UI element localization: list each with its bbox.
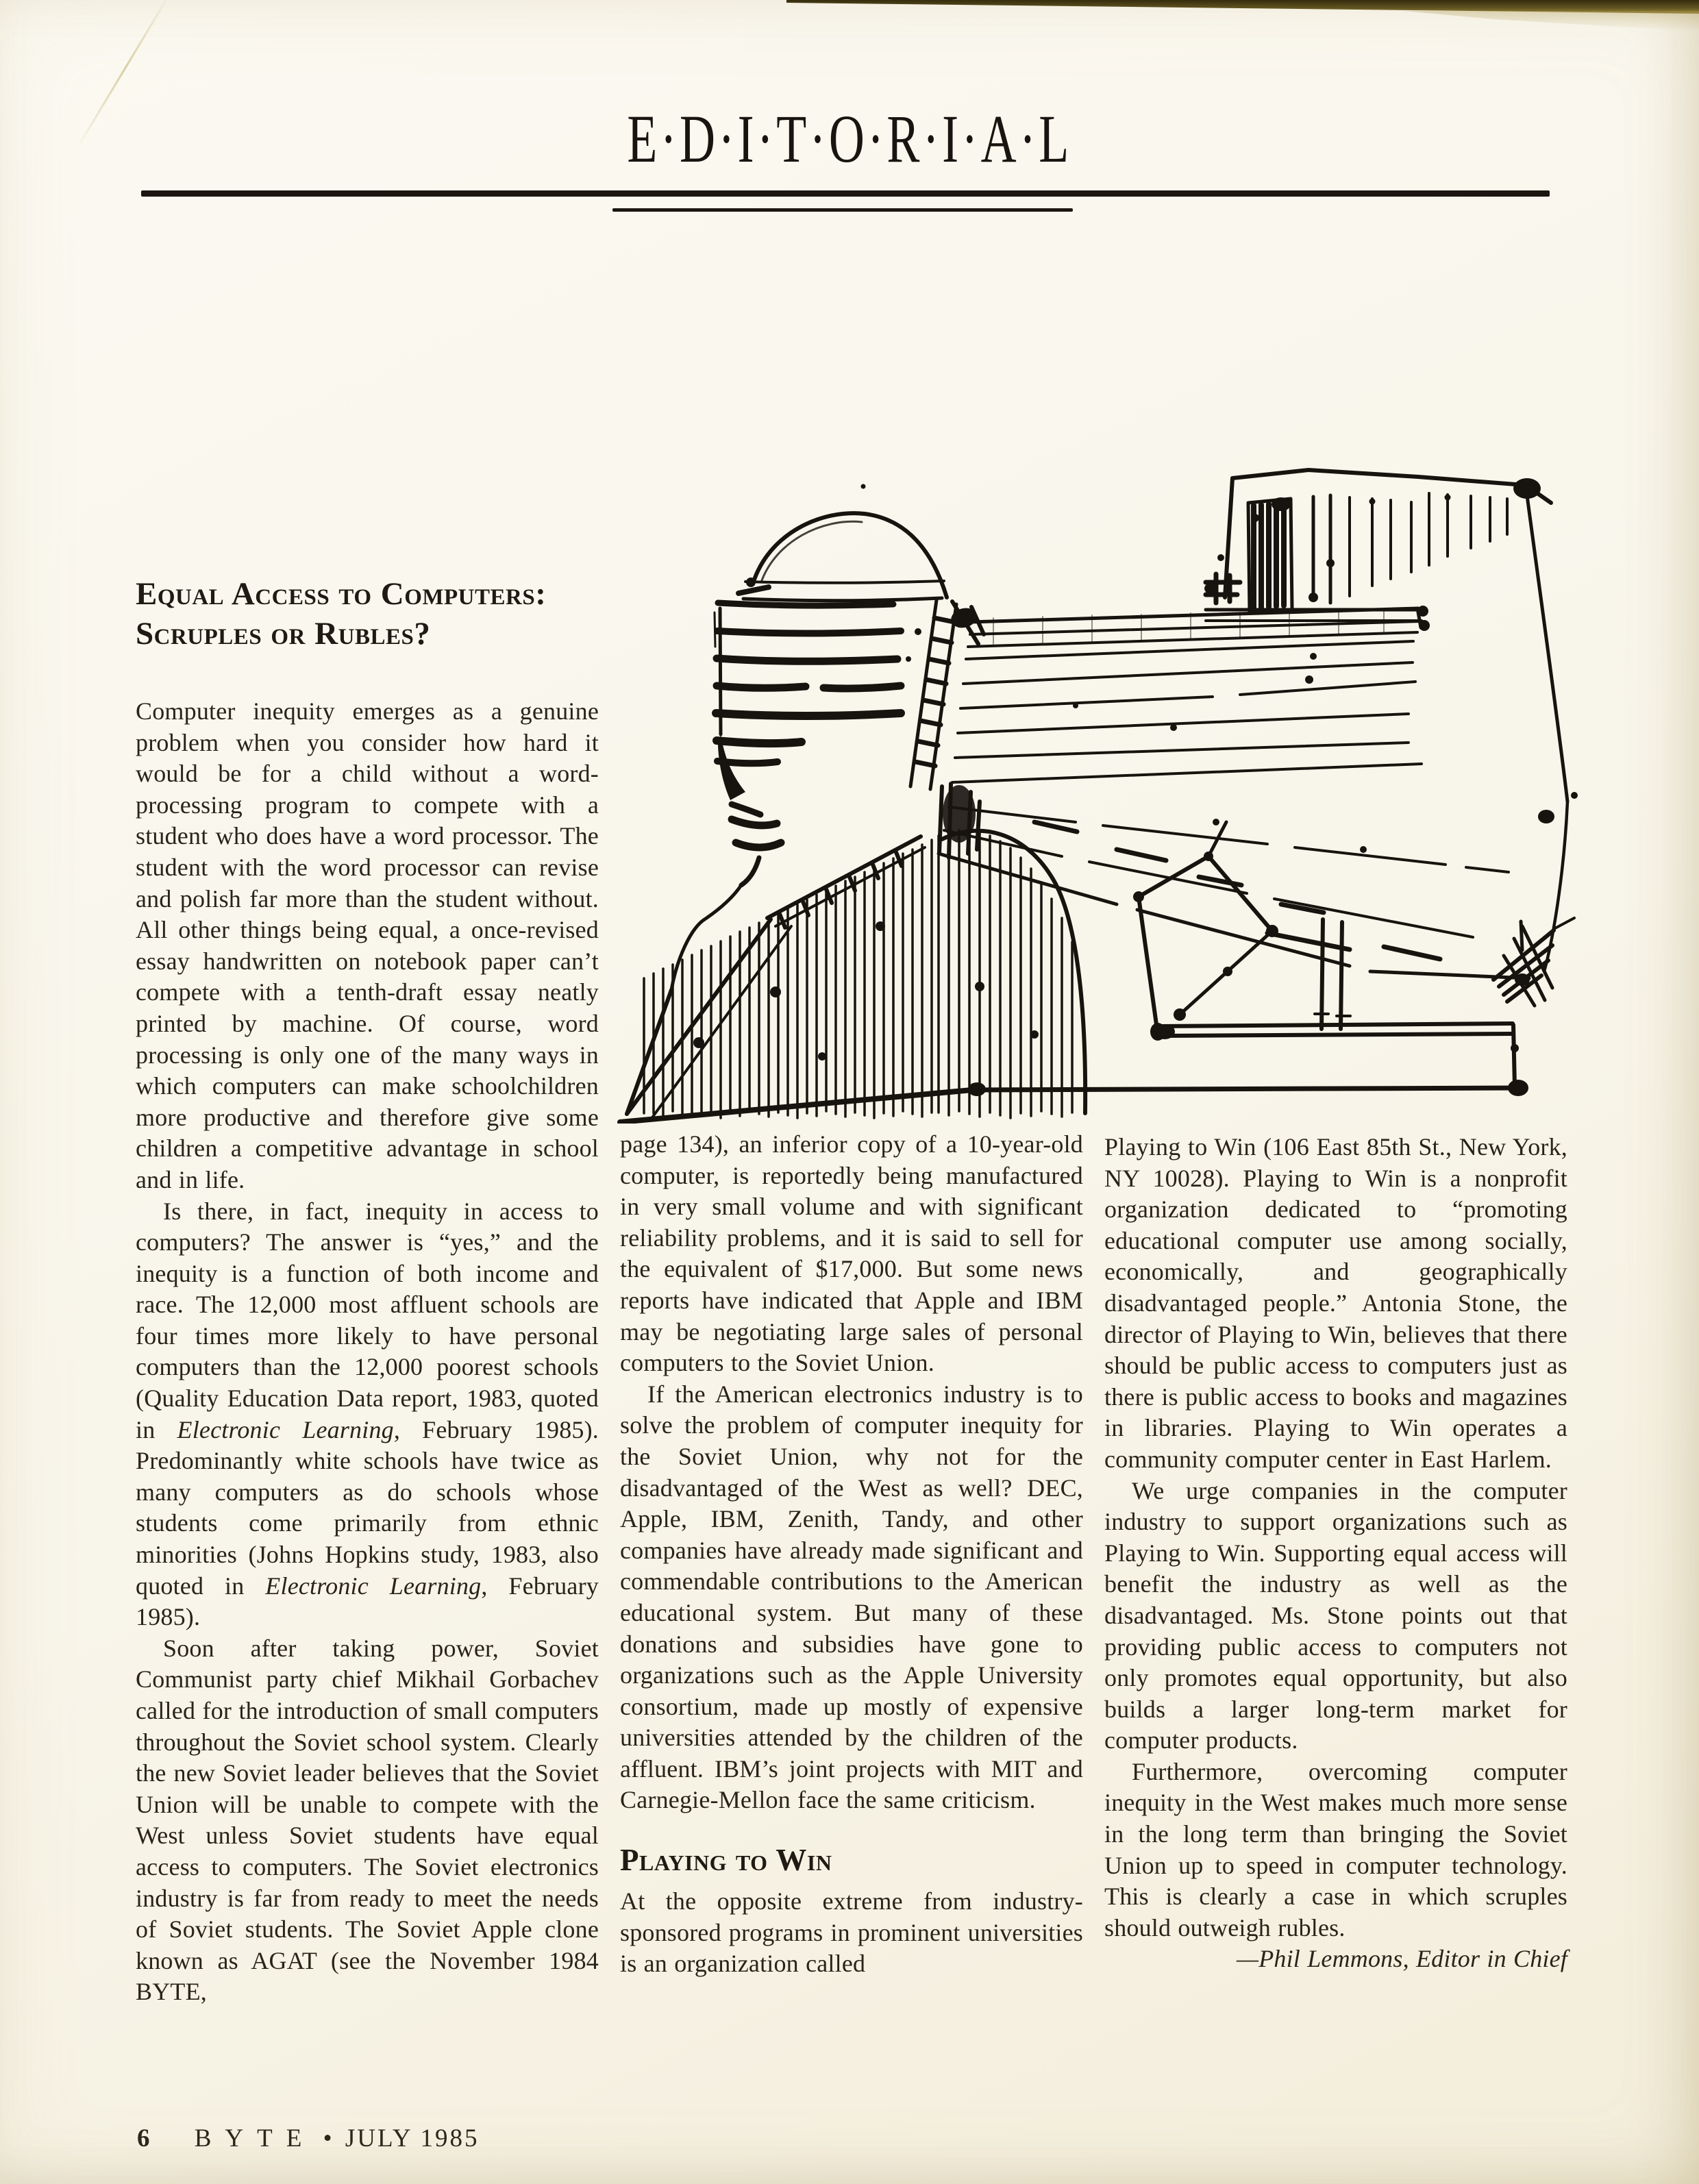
column-middle-text xyxy=(620,1129,1083,1980)
column-left xyxy=(136,574,599,2008)
page-title: E·D·I·T·O·R·I·A·L xyxy=(627,101,1072,177)
body-paragraph: Computer inequity emerges as a genuine problem when you consider how hard it would be for a child without a word-processing program to compete with a student who does have a word processor. The student with the word processor can revise and polish far more than the student without. All other things being equal, a once-revised essay handwritten on notebook paper can’t compete with a tenth-draft essay neatly printed by machine. Of course, word processing is only one of the many ways in which computers can make schoolchildren more productive and therefore give some children a competitive advantage in school and in life. xyxy=(136,697,599,1193)
page-number: 6 xyxy=(137,2124,150,2152)
body-paragraph: Is there, in fact, inequity in access to computers? The answer is “yes,” and the inequity is a function of both income and race. The 12,000 most affluent schools are four times more likely to have personal computers than the 12,000 poorest schools (Quality Education Data report, 1983, quoted in Electronic Learning, February 1985). Predominantly white schools have twice as many computers as do schools whose students come primarily from ethnic minorities (Johns Hopkins study, 1983, also quoted in Electronic Learning, February 1985). xyxy=(136,1197,599,1631)
column-left-text xyxy=(136,696,599,2008)
ink-sketch xyxy=(596,438,1596,1124)
body-paragraph: At the opposite extreme from industry-sponsored programs in prominent universities is an organization called xyxy=(620,1887,1083,1978)
body-paragraph: page 134), an inferior copy of a 10-year-old computer, is reportedly being manufactured in very small volume and with significant reliability problems, and it is said to sell for the equivalent of $17,000. But some news reports have indicated that Apple and IBM may be negotiating large sales of personal computers to the Soviet Union. xyxy=(620,1130,1083,1377)
masthead-rule-thin xyxy=(612,208,1073,212)
body-paragraph: Soon after taking power, Soviet Communist party chief Mikhail Gorbachev called for the introduction of small computers throughout the Soviet school system. Clearly the new Soviet leader believes that the Soviet Union will be unable to compete with the West unless Soviet students have equal access to computers. The Soviet electronics industry is far from ready to meet the needs of Soviet students. The Soviet Apple clone known as AGAT (see the November 1984 BYTE, xyxy=(136,1634,599,2006)
column-middle xyxy=(620,1129,1083,1980)
footer-bullet: • xyxy=(323,2124,332,2152)
body-paragraph: If the American electronics industry is to solve the problem of computer inequity for the Soviet Union, why not for the disadvantaged of the West as well? DEC, Apple, IBM, Zenith, Tandy, and other companies have already made significant and commendable contributions to the American educational system. But many of these donations and subsidies have gone to organizations such as the Apple University consortium, made up mostly of expensive universities attended by the children of the affluent. IBM’s joint projects with MIT and Carnegie-Mellon face the same criticism. xyxy=(620,1380,1083,1814)
kite-outline xyxy=(1133,822,1278,1041)
radiating-lines xyxy=(939,606,1529,978)
heading-line-1: Equal Access to Computers: xyxy=(136,576,547,612)
section-subhead: Playing to Win xyxy=(620,1843,832,1878)
scan-edge-fringe xyxy=(1404,11,1699,32)
editorial-illustration xyxy=(596,438,1596,1124)
arrow-scribble xyxy=(1493,918,1574,1006)
magazine-name: BYTE xyxy=(194,2124,316,2152)
shoulder-hatching xyxy=(620,836,980,1122)
column-right-text xyxy=(1104,1132,1567,1944)
masthead-rule-thick xyxy=(141,190,1550,197)
heading-line-2: Scruples or Rubles? xyxy=(136,616,431,652)
body-paragraph: Playing to Win (106 East 85th St., New York, NY 10028). Playing to Win is a nonprofit organization dedicated to “promoting educational computer use among socially, economically, and geographically disadvantaged people.” Antonia Stone, the director of Playing to Win, believes that there should be public access to computers just as there is public access to books and magazines in libraries. Playing to Win operates a community computer center in East Harlem. xyxy=(1104,1133,1567,1473)
column-right xyxy=(1104,1132,1567,1975)
issue-date: JULY 1985 xyxy=(345,2124,480,2152)
page-footer xyxy=(137,2124,479,2153)
body-paragraph: Furthermore, overcoming computer inequity in the West makes much more sense in the long term than bringing the Soviet Union up to speed in computer technology. This is clearly a case in which scruples should outweigh rubles. xyxy=(1104,1757,1567,1941)
paper-crease xyxy=(78,0,171,145)
hinge-strip xyxy=(910,600,984,858)
body-paragraph: We urge companies in the computer industry to support organizations such as Playing to Win. Supporting equal access will benefit the industry as well as the disadvantaged. Ms. Stone points out that providing public access to computers not only promotes equal opportunity, but also builds a larger long-term market for computer products. xyxy=(1104,1476,1567,1754)
byline: —Phil Lemmons, Editor in Chief xyxy=(1236,1945,1567,1973)
article-heading xyxy=(136,574,599,654)
